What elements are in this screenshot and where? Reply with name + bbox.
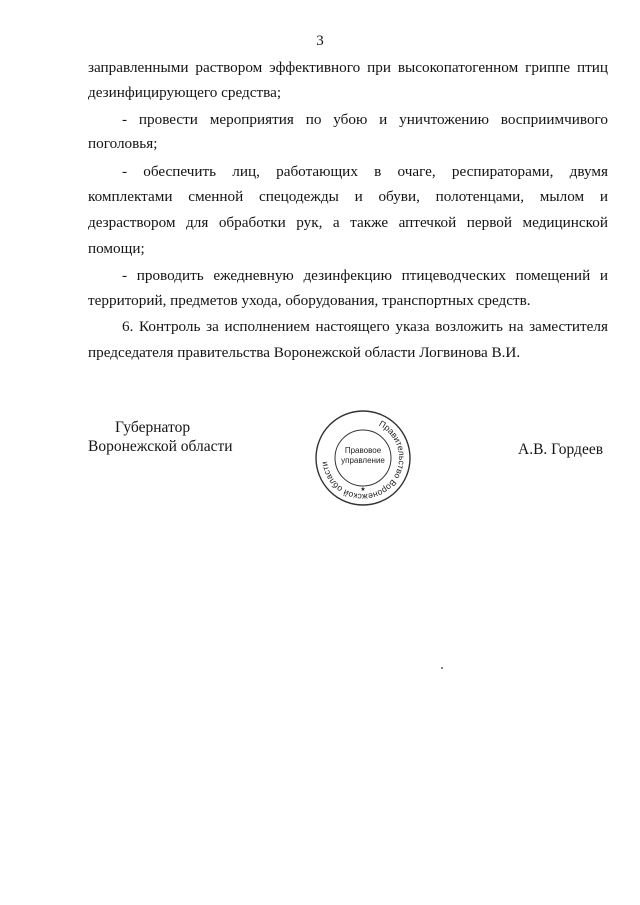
- signatory-title-line-2: Воронежской области: [88, 438, 233, 455]
- text-line-8: помощи;: [88, 240, 145, 257]
- text-line-9: - проводить ежедневную дезинфекцию птицеводческих помещений и: [122, 267, 608, 284]
- scan-speck: [441, 667, 443, 669]
- text-line-2: дезинфицирующего средства;: [88, 84, 282, 101]
- text-line-4: поголовья;: [88, 135, 158, 152]
- text-line-11: 6. Контроль за исполнением настоящего указа возложить на заместителя: [122, 318, 608, 335]
- text-line-7: дезраствором для обработки рук, а также аптечкой первой медицинской: [88, 214, 608, 231]
- text-line-12: председателя правительства Воронежской области Логвинова В.И.: [88, 344, 521, 361]
- text-line-3: - провести мероприятия по убою и уничтожению восприимчивого: [122, 111, 608, 128]
- signatory-title-line-1: Губернатор: [115, 419, 191, 436]
- text-line-10: территорий, предметов ухода, оборудования, транспортных средств.: [88, 292, 531, 309]
- official-stamp: [313, 408, 413, 508]
- stamp-ring-text: Правительство Воронежской области: [319, 418, 408, 503]
- signatory-name: А.В. Гордеев: [518, 441, 604, 458]
- stamp-center-line-2: управление: [341, 456, 385, 465]
- stamp-center-line-1: Правовое: [344, 446, 382, 455]
- text-line-6: комплектами сменной спецодежды и обуви, полотенцами, мылом и: [88, 188, 608, 205]
- stamp-star-icon: ★: [360, 486, 366, 493]
- text-line-1: заправленными раствором эффективного при высокопатогенном гриппе птиц: [88, 59, 608, 76]
- page-number: 3: [316, 33, 324, 49]
- text-line-5: - обеспечить лиц, работающих в очаге, респираторами, двумя: [122, 163, 608, 180]
